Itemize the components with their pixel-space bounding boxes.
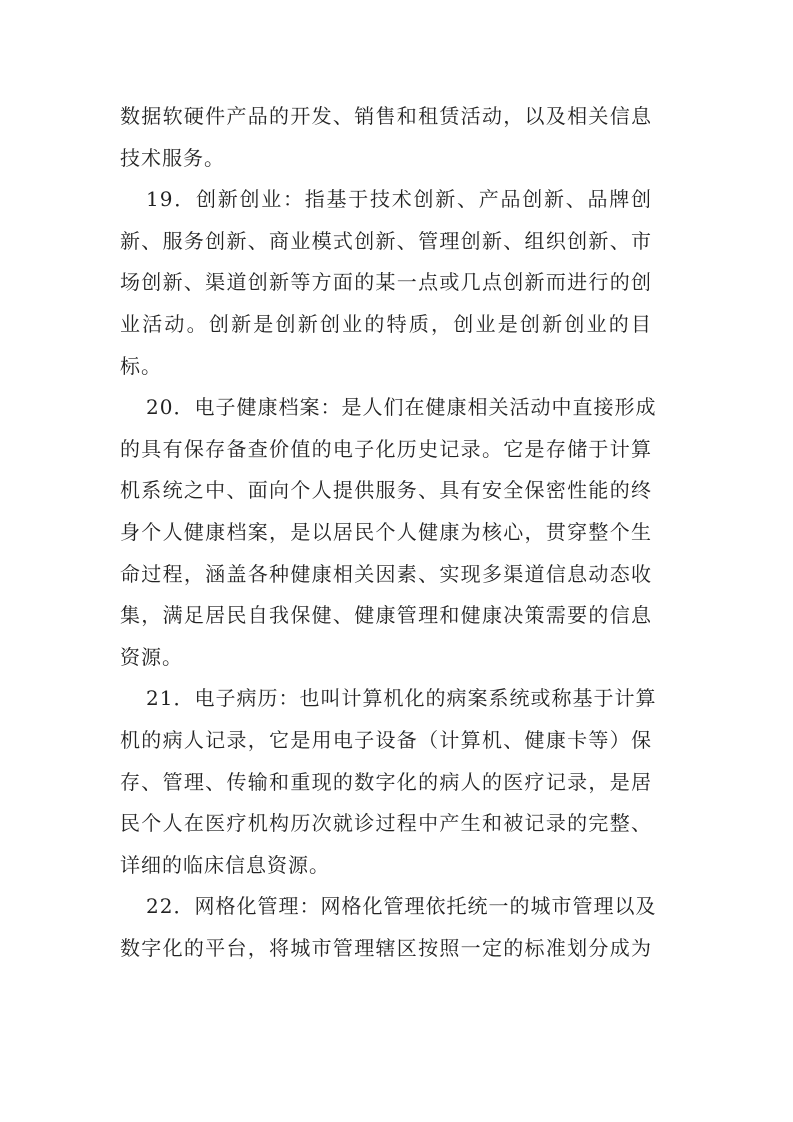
paragraph (120, 886, 657, 969)
paragraph (120, 179, 652, 387)
text-line: 数字化的平台，将城市管理辖区按照一定的标准划分成为 (120, 935, 652, 960)
paragraph (120, 96, 652, 179)
text-line: 19．创新创业：指基于技术创新、产品创新、品牌创 (146, 187, 652, 212)
text-line: 21．电子病历：也叫计算机化的病案系统或称基于计算 (146, 686, 657, 711)
text-line: 详细的临床信息资源。 (120, 852, 330, 877)
text-line: 身个人健康档案，是以居民个人健康为核心，贯穿整个生 (120, 519, 652, 544)
text-line: 机系统之中、面向个人提供服务、具有安全保密性能的终 (120, 478, 652, 503)
text-line: 20．电子健康档案：是人们在健康相关活动中直接形成 (146, 395, 657, 420)
text-line: 新、服务创新、商业模式创新、管理创新、组织创新、市 (120, 228, 652, 253)
text-line: 存、管理、传输和重现的数字化的病人的医疗记录，是居 (120, 769, 652, 794)
text-line: 命过程，涵盖各种健康相关因素、实现多渠道信息动态收 (120, 561, 652, 586)
text-line: 技术服务。 (120, 145, 225, 170)
text-line: 集，满足居民自我保健、健康管理和健康决策需要的信息 (120, 603, 652, 628)
paragraph (120, 678, 657, 886)
document-page (120, 96, 657, 969)
text-line: 标。 (120, 353, 162, 378)
text-line: 数据软硬件产品的开发、销售和租赁活动，以及相关信息 (120, 104, 652, 128)
paragraph (120, 387, 657, 678)
text-line: 业活动。创新是创新创业的特质，创业是创新创业的目 (120, 311, 652, 336)
text-line: 资源。 (120, 644, 183, 669)
text-line: 的具有保存备查价值的电子化历史记录。它是存储于计算 (120, 436, 652, 461)
text-line: 民个人在医疗机构历次就诊过程中产生和被记录的完整、 (120, 811, 652, 836)
text-line: 机的病人记录，它是用电子设备（计算机、健康卡等）保 (120, 727, 652, 752)
text-line: 场创新、渠道创新等方面的某一点或几点创新而进行的创 (120, 270, 652, 295)
text-line: 22．网格化管理：网格化管理依托统一的城市管理以及 (146, 894, 657, 919)
